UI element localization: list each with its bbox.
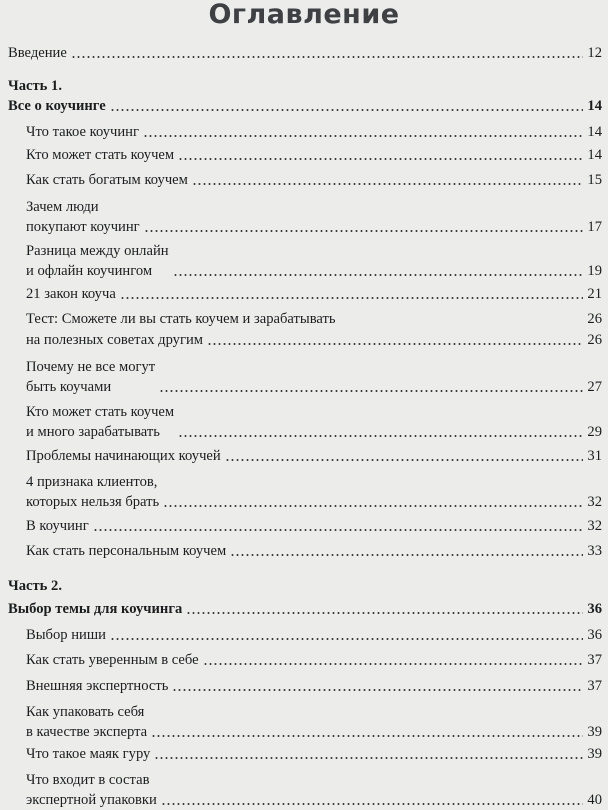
dot-leader bbox=[110, 109, 583, 111]
toc-entry[interactable] bbox=[26, 402, 602, 442]
toc-entry[interactable] bbox=[26, 122, 602, 142]
toc-entry-label bbox=[26, 702, 147, 742]
dot-leader bbox=[154, 757, 583, 759]
toc-part-title[interactable] bbox=[8, 599, 602, 619]
toc-entry-label bbox=[26, 472, 159, 512]
toc-entry[interactable] bbox=[26, 446, 602, 466]
toc-page-number: 14 bbox=[587, 98, 602, 114]
toc-entry-line: которых нельзя брать bbox=[26, 494, 160, 510]
toc-entry-line: 4 признака клиентов, bbox=[26, 474, 158, 490]
toc-entry-label: на полезных советах другим bbox=[26, 332, 204, 348]
toc-page-number: 32 bbox=[587, 494, 602, 510]
toc-page-number: 36 bbox=[587, 601, 602, 617]
toc-entry-line: и офлайн коучингом bbox=[26, 263, 153, 279]
toc-entry-intro[interactable] bbox=[8, 43, 602, 63]
toc-entry[interactable] bbox=[26, 284, 602, 304]
toc-entry-label: 21 закон коуча bbox=[26, 286, 116, 302]
dot-leader bbox=[163, 505, 583, 507]
toc-entry[interactable] bbox=[26, 309, 602, 329]
dot-leader bbox=[172, 689, 583, 691]
toc-entry[interactable] bbox=[26, 702, 602, 742]
toc-page-number: 31 bbox=[587, 448, 602, 464]
toc-entry[interactable] bbox=[26, 541, 602, 561]
toc-page-number: 37 bbox=[587, 678, 602, 694]
dot-leader bbox=[120, 297, 583, 299]
toc-page-number: 39 bbox=[587, 724, 602, 740]
dot-leader bbox=[192, 183, 583, 185]
dot-leader bbox=[186, 612, 583, 614]
toc-page-number: 14 bbox=[587, 124, 602, 140]
toc-entry-label bbox=[26, 197, 140, 237]
toc-entry-line: быть коучами bbox=[26, 379, 112, 395]
toc-page-number: 26 bbox=[587, 311, 602, 327]
toc-entry-label: Как стать персональным коучем bbox=[26, 543, 227, 559]
toc-page-number: 36 bbox=[587, 627, 602, 643]
toc-entry[interactable] bbox=[26, 241, 602, 281]
toc-entry-line: Как упаковать себя bbox=[26, 704, 145, 720]
toc-entry-line: Что входит в состав bbox=[26, 772, 150, 788]
toc-entry-label bbox=[26, 241, 169, 281]
toc-entry-label: Кто может стать коучем bbox=[26, 147, 175, 163]
dot-leader bbox=[225, 459, 583, 461]
dot-leader bbox=[144, 230, 583, 232]
toc-entry-label: Тест: Сможете ли вы стать коучем и зарабатывать bbox=[26, 311, 336, 327]
page-title: Оглавление bbox=[208, 0, 400, 30]
toc-entry[interactable] bbox=[26, 516, 602, 536]
dot-leader bbox=[340, 322, 583, 324]
toc-entry-label bbox=[26, 357, 155, 397]
toc-entry-label: Проблемы начинающих коучей bbox=[26, 448, 221, 464]
toc-entry-label: Что такое коучинг bbox=[26, 124, 139, 140]
part-heading: Часть 1. bbox=[8, 78, 62, 94]
toc-entry-line: Зачем люди bbox=[26, 199, 99, 215]
toc-entry[interactable] bbox=[26, 197, 602, 237]
dot-leader bbox=[230, 554, 583, 556]
toc-page-number: 19 bbox=[587, 263, 602, 279]
toc-entry-label: Как стать уверенным в себе bbox=[26, 652, 199, 668]
toc-entry[interactable] bbox=[26, 625, 602, 645]
toc-page-number: 32 bbox=[587, 518, 602, 534]
toc-page-number: 27 bbox=[587, 379, 602, 395]
toc-page-number: 29 bbox=[587, 424, 602, 440]
toc-entry-line: в качестве эксперта bbox=[26, 724, 148, 740]
dot-leader bbox=[143, 135, 583, 137]
toc-page-number: 21 bbox=[587, 286, 602, 302]
dot-leader bbox=[71, 56, 583, 58]
toc-entry-line: Почему не все могут bbox=[26, 359, 156, 375]
toc-page-number: 33 bbox=[587, 543, 602, 559]
toc-entry-line: Разница между онлайн bbox=[26, 243, 169, 259]
toc-entry-label: Внешняя экспертность bbox=[26, 678, 169, 694]
toc-entry-label: Выбор ниши bbox=[26, 627, 106, 643]
toc-entry[interactable] bbox=[26, 472, 602, 512]
toc-entry-line: покупают коучинг bbox=[26, 219, 140, 235]
toc-entry-label: Выбор темы для коучинга bbox=[8, 601, 183, 617]
toc-entry[interactable] bbox=[26, 145, 602, 165]
toc-entry-label: Все о коучинге bbox=[8, 98, 106, 114]
toc-entry-line: Кто может стать коучем bbox=[26, 404, 175, 420]
toc-page-number: 14 bbox=[587, 147, 602, 163]
toc-page-number: 39 bbox=[587, 746, 602, 762]
toc-part-title[interactable] bbox=[8, 96, 602, 116]
toc-page-number: 15 bbox=[587, 172, 602, 188]
toc-page-number: 17 bbox=[587, 219, 602, 235]
dot-leader bbox=[207, 343, 583, 345]
toc-entry[interactable] bbox=[26, 330, 602, 350]
toc-entry-label: В коучинг bbox=[26, 518, 89, 534]
toc-page-number: 37 bbox=[587, 652, 602, 668]
toc-page-number: 26 bbox=[587, 332, 602, 348]
toc-entry-line: и много зарабатывать bbox=[26, 424, 160, 440]
toc-entry-label: Как стать богатым коучем bbox=[26, 172, 188, 188]
toc-entry-label bbox=[26, 402, 174, 442]
toc-entry[interactable] bbox=[26, 744, 602, 764]
dot-leader bbox=[178, 158, 583, 160]
dot-leader bbox=[93, 529, 583, 531]
dot-leader bbox=[151, 735, 583, 737]
toc-entry[interactable] bbox=[26, 170, 602, 190]
toc-entry[interactable] bbox=[26, 650, 602, 670]
dot-leader bbox=[178, 435, 583, 437]
toc-entry[interactable] bbox=[26, 357, 602, 397]
dot-leader bbox=[159, 390, 583, 392]
toc-entry-label: Что такое маяк гуру bbox=[26, 746, 151, 762]
toc-entry[interactable] bbox=[26, 770, 602, 810]
part-heading: Часть 2. bbox=[8, 578, 62, 594]
dot-leader bbox=[173, 274, 583, 276]
toc-entry-line: экспертной упаковки bbox=[26, 792, 157, 808]
dot-leader bbox=[203, 663, 583, 665]
toc-entry-label: Введение bbox=[8, 45, 67, 61]
dot-leader bbox=[161, 803, 583, 805]
toc-page-number: 12 bbox=[587, 45, 602, 61]
toc-entry[interactable] bbox=[26, 676, 602, 696]
toc-entry-label bbox=[26, 770, 157, 810]
dot-leader bbox=[110, 638, 583, 640]
toc-page-number: 40 bbox=[587, 792, 602, 808]
